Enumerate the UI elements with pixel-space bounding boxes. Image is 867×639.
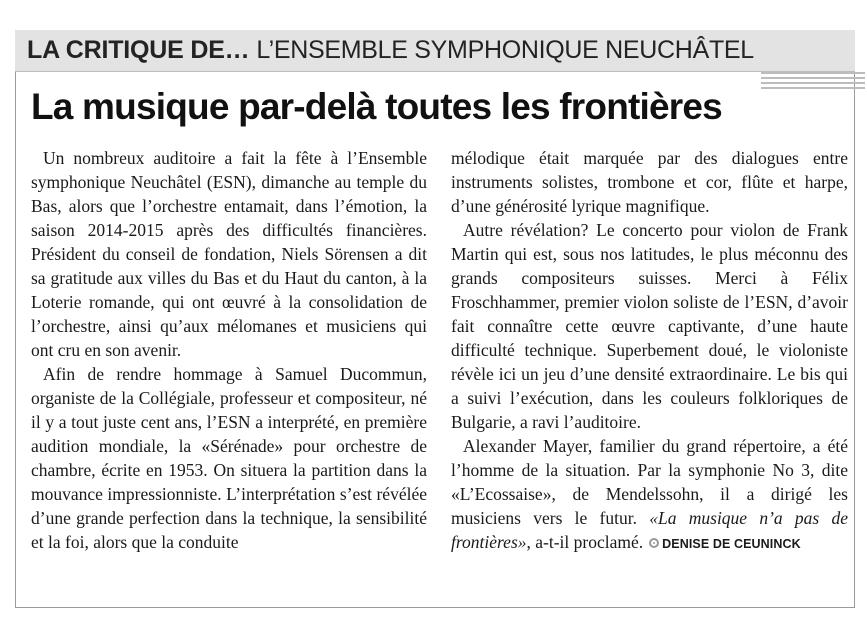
closing-quote: «La musique n’a pas de frontières» [451, 508, 849, 552]
byline: DENISE DE CEUNINCK [662, 537, 801, 551]
decorative-stripes [761, 72, 865, 92]
article-headline: La musique par-delà toutes les frontières [31, 86, 722, 127]
rubric-bar [15, 30, 855, 72]
rubric-strong: LA CRITIQUE DE… [27, 36, 250, 64]
rubric-subject: L’ENSEMBLE SYMPHONIQUE NEUCHÂTEL [256, 36, 754, 64]
paragraph-1: Un nombreux auditoire a fait la fête à l’Ensemble symphonique Neuchâtel (ESN), dimanche au temple du Bas, alors que l’orchestre entamait, dans l’émotion, la saison 2014-2015 après des difficultés financières. Président du conseil de fondation, Niels Sörensen a dit sa gratitude aux villes du Bas et du Haut du canton, à la Loterie romande, qui ont œuvré à la consolidation de l’orchestre, ainsi qu’aux mélomanes et musiciens qui ont cru en son avenir. [31, 148, 427, 360]
closing-text: , a-t-il proclamé. [526, 532, 644, 552]
paragraph-2-start: Afin de rendre hommage à Samuel Ducommun, organiste de la Collégiale, professeur et compositeur, né il y a tout juste cent ans, l’ESN a interprété, en première audition mondiale, la «Sérénade» pour orchestre de chambre, écrite en 1953. On situera la partition dans la mouvance impressionniste. L’interprétation s’est révélée d’une grande perfection dans la technique, la sensibilité et la foi, alors que la conduite [31, 364, 427, 552]
column-right [451, 146, 848, 556]
circle-bullet-icon [649, 538, 659, 548]
paragraph-4: Alexander Mayer, familier du grand répertoire, a été l’homme de la situation. Par la symphonie No 3, dite «L’Ecossaise», de Mendelssohn, il a dirigé les musiciens vers le futur. «La musique n’a pas de frontières», a-t-il proclamé. DENISE DE CEUNINCK [451, 436, 849, 552]
paragraph-2-end: mélodique était marquée par des dialogues entre instruments solistes, trombone et cor, flûte et harpe, d’une générosité lyrique magnifique. [451, 148, 848, 216]
paragraph-3: Autre révélation? Le concerto pour violon de Frank Martin qui est, sous nos latitudes, le plus méconnu des grands compositeurs suisses. Merci à Félix Froschhammer, premier violon soliste de l’ESN, d’avoir fait connaître cette œuvre captivante, d’une haute difficulté technique. Superbement doué, le violoniste révèle ici un jeu d’une densité extraordinaire. Le bis qui a suivi l’exécution, dans les couleurs folkloriques de Bulgarie, a ravi l’auditoire. [451, 220, 848, 432]
rubric-title [27, 34, 754, 66]
column-left [31, 146, 427, 554]
